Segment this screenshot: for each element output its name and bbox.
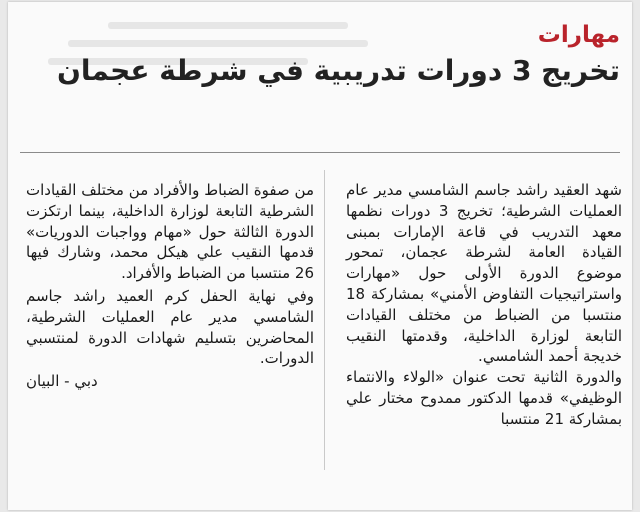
- paragraph: وفي نهاية الحفل كرم العميد راشد جاسم الشامسي مدير عام العمليات الشرطية، المحاضرين بتسليم شهادات الدورة لمنتسبي الدورات.: [26, 286, 314, 368]
- paragraph: والدورة الثانية تحت عنوان «الولاء والانتماء الوظيفي» قدمها الدكتور ممدوح مختار علي بمشاركة 21 منتسبا: [346, 368, 622, 428]
- article-column-left: [26, 180, 314, 392]
- column-divider: [324, 170, 325, 470]
- bleed-line: [68, 40, 368, 47]
- paragraph: شهد العقيد راشد جاسم الشامسي مدير عام العمليات الشرطية؛ تخريج 3 دورات نظمها معهد التدريب في قاعة الإمارات بمبنى القيادة العامة لشرطة عجمان، تمحور موضوع الدورة الأولى حول «مهارات واستراتيجيات التفاوض الأمني» بمشاركة 18 منتسبا من الضباط من مختلف القيادات التابعة لوزارة الداخلية، وقدمتها النقيب خديجة أحمد الشامسي.: [346, 181, 622, 366]
- article-column-right: [346, 180, 622, 430]
- newspaper-clipping: [8, 2, 632, 510]
- paragraph: من صفوة الضباط والأفراد من مختلف القيادات الشرطية التابعة لوزارة الداخلية، بينما ارتكزت الدورة الثالثة حول «مهام وواجبات الدوريات» قدمها النقيب علي هيكل محمد، وشارك فيها 26 منتسبا من الضباط والأفراد.: [26, 181, 314, 283]
- byline: دبي - البيان: [26, 372, 98, 391]
- headline: تخريج 3 دورات تدريبية في شرطة عجمان: [56, 54, 620, 87]
- bleed-line: [108, 22, 348, 29]
- header-divider: [20, 152, 620, 153]
- section-label: مهارات: [537, 22, 620, 48]
- byline-row: [26, 371, 314, 392]
- closing-row: [26, 286, 314, 369]
